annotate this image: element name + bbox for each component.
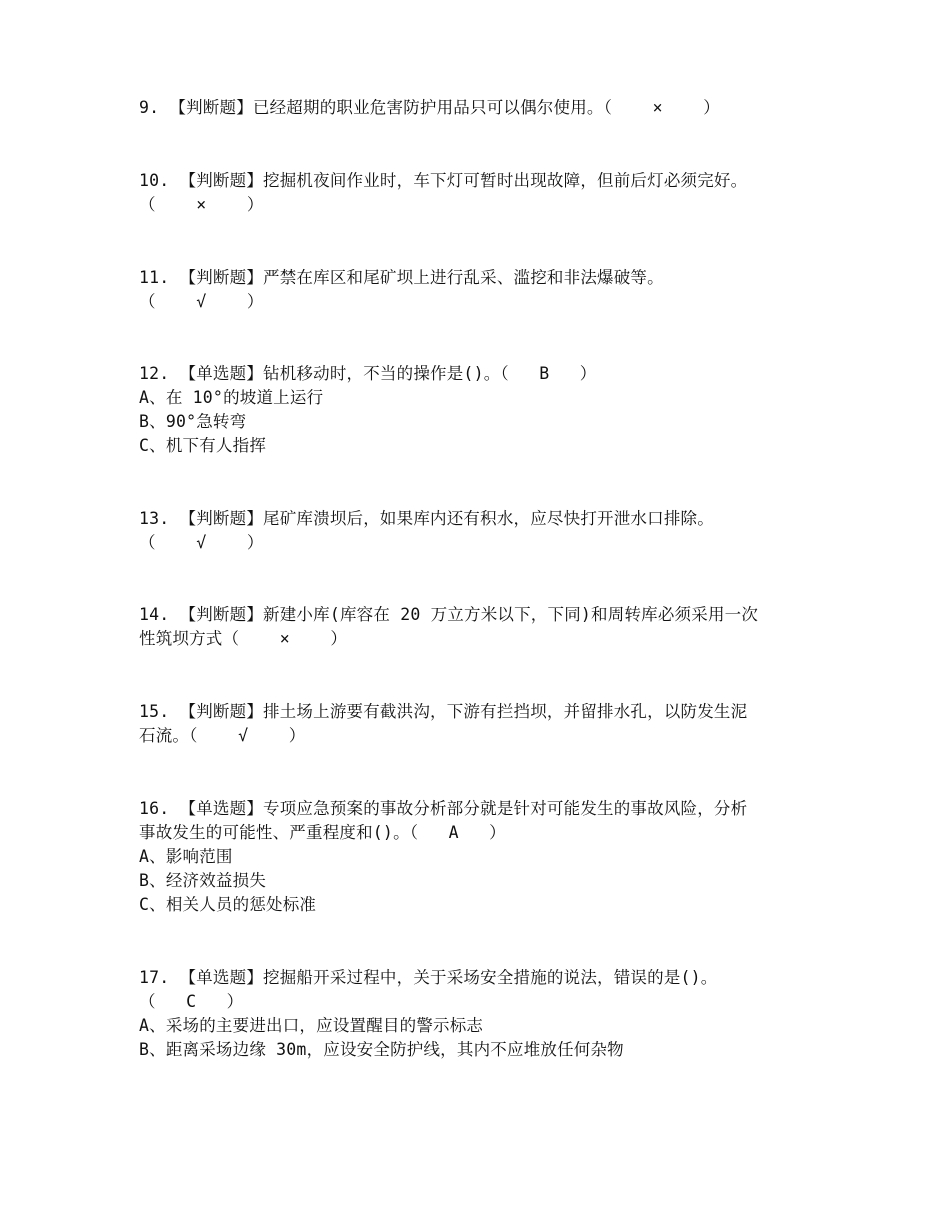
question-13-answer: （ √ ） — [139, 533, 264, 552]
question-16-text: 16. 【单选题】专项应急预案的事故分析部分就是针对可能发生的事故风险，分析 — [139, 799, 748, 818]
question-10-text: 10. 【判断题】挖掘机夜间作业时，车下灯可暂时出现故障，但前后灯必须完好。 — [139, 171, 748, 190]
question-16-option-b: B、经济效益损失 — [139, 871, 267, 890]
question-12-text: 12. 【单选题】钻机移动时，不当的操作是()。（ B ） — [139, 364, 597, 383]
question-17-answer: （ C ） — [139, 992, 244, 1011]
question-12-option-a: A、在 10°的坡道上运行 — [139, 388, 324, 407]
question-11-text: 11. 【判断题】严禁在库区和尾矿坝上进行乱采、滥挖和非法爆破等。 — [139, 268, 664, 287]
question-16-option-a: A、影响范围 — [139, 847, 233, 866]
question-16-text-cont: 事故发生的可能性、严重程度和()。（ A ） — [139, 823, 506, 842]
question-17-option-a: A、采场的主要进出口，应设置醒目的警示标志 — [139, 1016, 484, 1035]
question-11-answer: （ √ ） — [139, 292, 264, 311]
question-14-text: 14. 【判断题】新建小库(库容在 20 万立方米以下，下同)和周转库必须采用一次 — [139, 605, 759, 624]
question-10-answer: （ × ） — [139, 195, 264, 214]
question-15-text-cont: 石流。（ √ ） — [139, 726, 306, 745]
question-15-text: 15. 【判断题】排土场上游要有截洪沟，下游有拦挡坝，并留排水孔，以防发生泥 — [139, 702, 748, 721]
question-12-option-c: C、机下有人指挥 — [139, 436, 267, 455]
question-13-text: 13. 【判断题】尾矿库溃坝后，如果库内还有积水，应尽快打开泄水口排除。 — [139, 509, 714, 528]
question-16-option-c: C、相关人员的惩处标准 — [139, 895, 317, 914]
question-9-text: 9. 【判断题】已经超期的职业危害防护用品只可以偶尔使用。（ × ） — [139, 98, 720, 117]
question-14-text-cont: 性筑坝方式（ × ） — [139, 629, 348, 648]
question-17-text: 17. 【单选题】挖掘船开采过程中，关于采场安全措施的说法，错误的是()。 — [139, 968, 718, 987]
question-12-option-b: B、90°急转弯 — [139, 412, 247, 431]
question-17-option-b: B、距离采场边缘 30m，应设安全防护线，其内不应堆放任何杂物 — [139, 1040, 624, 1059]
